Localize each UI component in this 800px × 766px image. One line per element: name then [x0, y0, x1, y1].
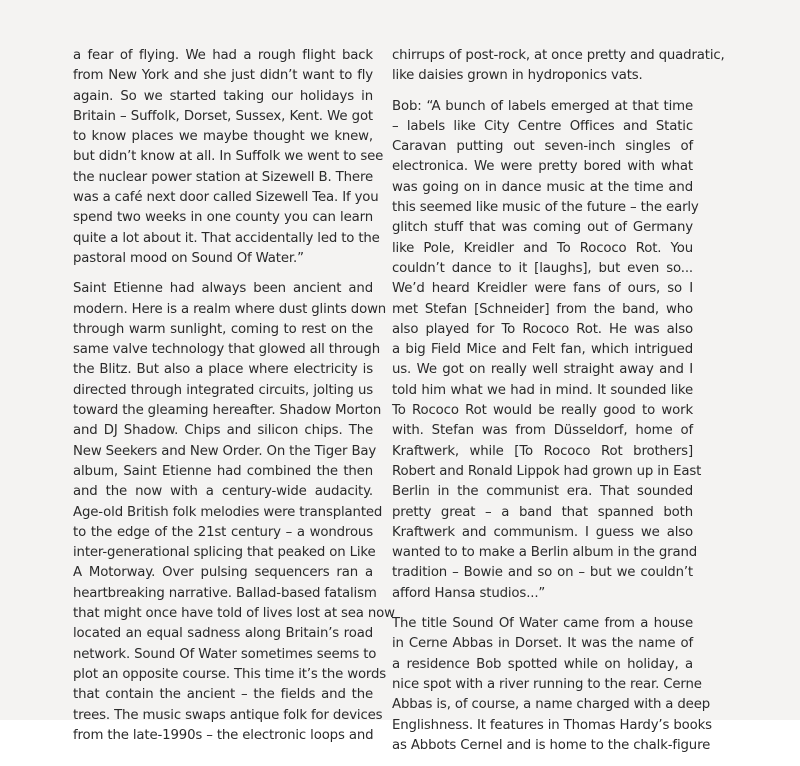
text-line: glitch stuff that was coming out of Germany	[392, 220, 693, 236]
text-line: A Motorway. Over pulsing sequencers ran a	[73, 565, 373, 581]
text-line: same valve technology that glowed all through	[73, 342, 380, 358]
text-line: through warm sunlight, coming to rest on the	[73, 321, 373, 337]
text-line: pretty great – a band that spanned both	[392, 504, 693, 520]
text-line: that contain the ancient – the fields and the	[73, 687, 373, 703]
text-line: met Stefan [Schneider] from the band, who	[392, 301, 693, 317]
text-line: the nuclear power station at Sizewell B. There	[73, 169, 373, 185]
text-line: album, Saint Etienne had combined the then	[73, 463, 373, 479]
text-line: spend two weeks in one county you can learn	[73, 210, 373, 226]
text-line: and the now with a century-wide audacity.	[73, 484, 373, 500]
text-line: electronica. We were pretty bored with what	[392, 159, 693, 175]
text-line: Kraftwerk and communism. I guess we also	[392, 524, 693, 540]
text-line: heartbreaking narrative. Ballad-based fatalism	[73, 585, 377, 601]
text-line: Berlin in the communist era. That sounded	[392, 484, 693, 500]
text-line: We’d heard Kreidler were fans of ours, so I	[392, 281, 693, 297]
text-line: in Cerne Abbas in Dorset. It was the name of	[392, 636, 693, 652]
text-line: inter-generational splicing that peaked on Like	[73, 545, 376, 561]
text-line: Abbas is, of course, a name charged with a deep	[392, 697, 711, 713]
text-line: us. We got on really well straight away and I	[392, 362, 693, 378]
text-line: Englishness. It features in Thomas Hardy’s books	[392, 717, 712, 733]
paragraph	[392, 614, 712, 756]
text-line: Caravan putting out seven-inch singles of	[392, 139, 693, 155]
text-line: with. Stefan was from Düsseldorf, home of	[392, 423, 693, 439]
text-line: a big Field Mice and Felt fan, which intrigued	[392, 342, 693, 358]
text-line: and DJ Shadow. Chips and silicon chips. The	[73, 423, 373, 439]
text-line: a fear of flying. We had a rough flight back	[73, 48, 373, 63]
text-line: the Blitz. But also a place where electricity is	[73, 362, 373, 378]
text-line: Kraftwerk, while [To Rococo Rot brothers]	[392, 443, 693, 459]
text-line: located an equal sadness along Britain’s road	[73, 626, 373, 642]
text-line: – labels like City Centre Offices and Static	[392, 118, 693, 134]
text-line: quite a lot about it. That accidentally led to the	[73, 230, 380, 246]
text-line: from the late-1990s – the electronic loops and	[73, 727, 374, 743]
left-column	[73, 46, 395, 756]
text-line: Robert and Ronald Lippok had grown up in East	[392, 463, 702, 479]
paragraph	[392, 97, 702, 604]
text-line: again. So we started taking our holidays in	[73, 88, 373, 104]
text-line: a residence Bob spotted while on holiday, a	[392, 656, 693, 672]
text-line: like Pole, Kreidler and To Rococo Rot. You	[392, 240, 693, 256]
text-line: plot an opposite course. This time it’s the words	[73, 666, 387, 682]
paragraph	[73, 279, 395, 746]
text-line: couldn’t dance to it [laughs], but even so...	[392, 260, 693, 276]
text-line: told him what we had in mind. It sounded like	[392, 382, 693, 398]
text-line: network. Sound Of Water sometimes seems to	[73, 646, 377, 662]
text-line: Saint Etienne had always been ancient and	[73, 281, 373, 297]
text-line: trees. The music swaps antique folk for devices	[73, 707, 383, 723]
text-line: but didn’t know at all. In Suffolk we went to see	[73, 149, 384, 165]
text-line: The title Sound Of Water came from a house	[392, 616, 693, 632]
text-line: was going on in dance music at the time and	[392, 179, 693, 195]
text-line: tradition – Bowie and so on – but we couldn’t	[392, 565, 693, 581]
text-line: to the edge of the 21st century – a wondrous	[73, 524, 373, 540]
text-line: modern. Here is a realm where dust glints down	[73, 301, 387, 317]
text-line: was a café next door called Sizewell Tea. If you	[73, 190, 379, 206]
text-line: as Abbots Cernel and is home to the chalk-figure	[392, 737, 711, 753]
text-line: like daisies grown in hydroponics vats.	[392, 68, 643, 84]
text-line: New Seekers and New Order. On the Tiger Bay	[73, 443, 377, 459]
text-line: chirrups of post-rock, at once pretty and quadratic,	[392, 48, 725, 63]
text-line: Age-old British folk melodies were transplanted	[73, 504, 383, 520]
paragraph	[73, 46, 384, 269]
text-line: nice spot with a river running to the rear. Cerne	[392, 676, 702, 692]
right-column	[392, 46, 725, 766]
text-line: this seemed like music of the future – the early	[392, 200, 699, 216]
text-line: afford Hansa studios...”	[392, 585, 546, 601]
text-line: directed through integrated circuits, jolting us	[73, 382, 373, 398]
text-line: Bob: “A bunch of labels emerged at that time	[392, 98, 693, 114]
text-line: that might once have told of lives lost at sea now	[73, 606, 395, 622]
text-line: wanted to to make a Berlin album in the grand	[392, 545, 698, 561]
text-line: from New York and she just didn’t want to fly	[73, 68, 373, 84]
text-line: toward the gleaming hereafter. Shadow Morton	[73, 403, 382, 419]
text-line: pastoral mood on Sound Of Water.”	[73, 250, 304, 266]
paragraph	[392, 46, 725, 87]
text-line: To Rococo Rot would be really good to work	[392, 403, 693, 419]
text-line: Britain – Suffolk, Dorset, Sussex, Kent. We got	[73, 108, 373, 124]
text-line: to know places we maybe thought we knew,	[73, 129, 373, 145]
text-line: also played for To Rococo Rot. He was also	[392, 321, 693, 337]
